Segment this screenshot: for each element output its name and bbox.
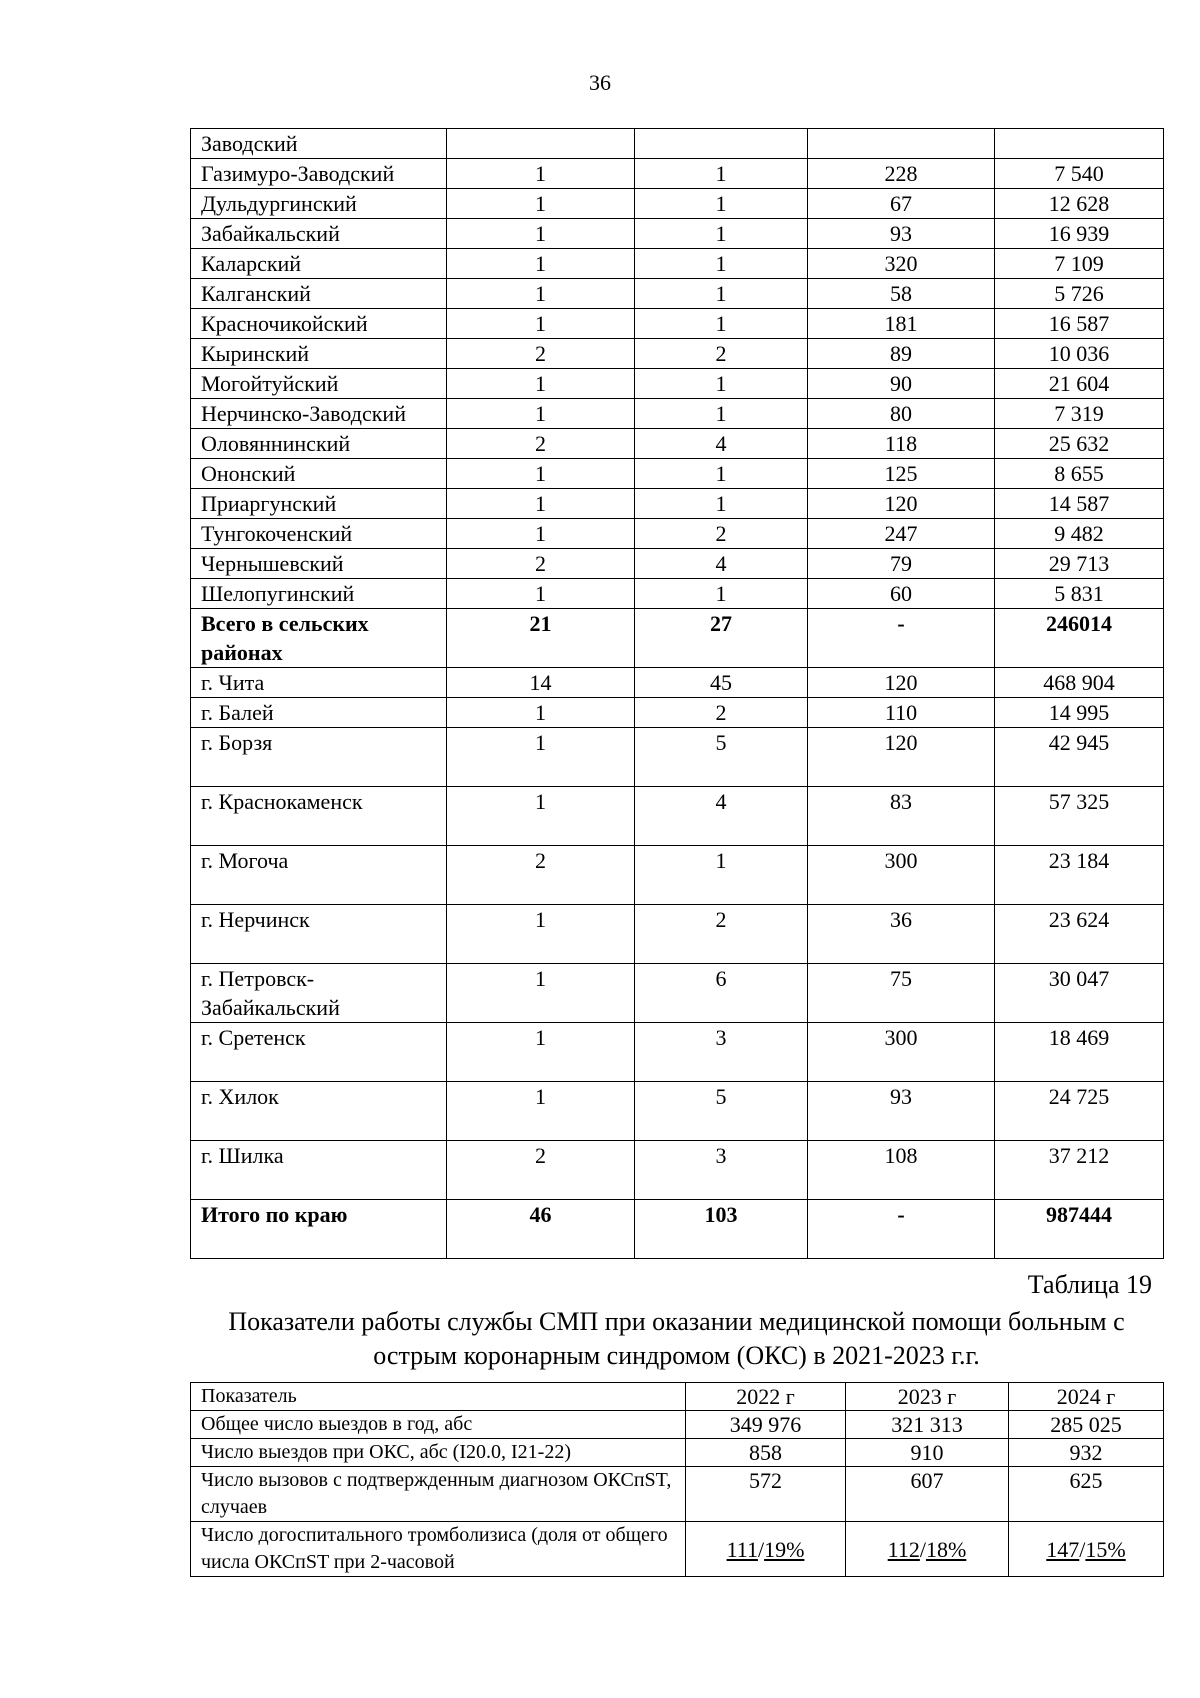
cell-value: 1 [447,698,635,728]
table-row [191,1141,1164,1200]
cell-value: 1 [447,249,635,279]
cell-value: 14 [447,668,635,698]
cell-value: 1 [635,369,808,399]
indicators-table [190,1382,1164,1577]
cell-value: 60 [808,579,995,609]
header-year-2023: 2023 г [846,1383,1009,1411]
table-row [191,1467,1164,1522]
count-value: 147 [1046,1536,1080,1562]
cell-value: 120 [808,489,995,519]
cell-value: 247 [808,519,995,549]
cell-value: 1 [635,249,808,279]
cell-value: 1 [447,519,635,549]
cell-value: 1 [447,1023,635,1082]
cell-value: 21 604 [995,369,1164,399]
table-row [191,549,1164,579]
district-name: Чернышевский [191,549,447,579]
cell-value: 147/15% [1009,1522,1164,1577]
cell-value: 321 313 [846,1411,1009,1439]
cell-value: 1 [447,189,635,219]
cell-value: 111/19% [686,1522,846,1577]
cell-value: 29 713 [995,549,1164,579]
table-row [191,189,1164,219]
table-row [191,399,1164,429]
cell-value: 37 212 [995,1141,1164,1200]
row-label: Число догоспитального тромболизиса (доля от общего числа ОКСпST при 2-часовой [191,1522,686,1577]
cell-value: 23 624 [995,905,1164,964]
table-row [191,369,1164,399]
cell-value: 1 [447,489,635,519]
table-row [191,159,1164,189]
cell-value: 2 [447,549,635,579]
district-name: Кыринский [191,339,447,369]
district-name: Калганский [191,279,447,309]
cell-value: 1 [635,279,808,309]
cell-value: 1 [447,399,635,429]
row-label: Число вызовов с подтвержденным диагнозом ОКСпST, случаев [191,1467,686,1522]
cell-value: 1 [635,579,808,609]
cell-value: 89 [808,339,995,369]
cell-value: 57 325 [995,787,1164,846]
district-name: Оловяннинский [191,429,447,459]
cell-value: 108 [808,1141,995,1200]
cell-value: 90 [808,369,995,399]
cell-value: 36 [808,905,995,964]
cell-value: 572 [686,1467,846,1522]
district-name: г. Шилка [191,1141,447,1200]
cell-value: 6 [635,964,808,1023]
cell-value: 7 319 [995,399,1164,429]
cell-value: 5 726 [995,279,1164,309]
table-row [191,698,1164,728]
district-name: г. Чита [191,668,447,698]
cell-value: 1 [635,309,808,339]
cell-value: 349 976 [686,1411,846,1439]
table-row [191,1200,1164,1259]
cell-value: 16 587 [995,309,1164,339]
cell-value: - [808,1200,995,1259]
cell-value [447,129,635,159]
cell-value: 910 [846,1439,1009,1467]
cell-value: 625 [1009,1467,1164,1522]
cell-value: 4 [635,787,808,846]
cell-value: 468 904 [995,668,1164,698]
cell-value: 5 [635,1082,808,1141]
cell-value: 93 [808,219,995,249]
district-name: Каларский [191,249,447,279]
cell-value: 2 [635,339,808,369]
district-name: Ононский [191,459,447,489]
row-label: Число выездов при ОКС, абс (I20.0, I21-22) [191,1439,686,1467]
cell-value: 5 831 [995,579,1164,609]
district-name: Шелопугинский [191,579,447,609]
cell-value: 93 [808,1082,995,1141]
cell-value: 67 [808,189,995,219]
cell-value: 5 [635,728,808,787]
district-name: г. Сретенск [191,1023,447,1082]
table-row [191,489,1164,519]
cell-value: 1 [447,1082,635,1141]
cell-value: 23 184 [995,846,1164,905]
cell-value: 2 [447,429,635,459]
table-row [191,1522,1164,1577]
table-label: Таблица 19 [1027,1270,1152,1299]
cell-value: 1 [635,159,808,189]
cell-value: 858 [686,1439,846,1467]
cell-value: 110 [808,698,995,728]
cell-value: 3 [635,1141,808,1200]
cell-value: 246014 [995,609,1164,668]
cell-value: 120 [808,668,995,698]
table-row [191,1439,1164,1467]
cell-value: 1 [447,728,635,787]
cell-value: 7 540 [995,159,1164,189]
table-row [191,429,1164,459]
cell-value: 120 [808,728,995,787]
district-name: Итого по краю [191,1200,447,1259]
cell-value: 228 [808,159,995,189]
cell-value: 320 [808,249,995,279]
district-name: Всего в сельских районах [191,609,447,668]
table-row [191,279,1164,309]
districts-table [190,128,1164,1259]
count-value: 112 [887,1536,920,1562]
table-row [191,249,1164,279]
cell-value: 21 [447,609,635,668]
cell-value: 1 [447,964,635,1023]
cell-value: 14 587 [995,489,1164,519]
table-row [191,309,1164,339]
cell-value: 2 [447,339,635,369]
cell-value: 45 [635,668,808,698]
table-row [191,846,1164,905]
cell-value: 10 036 [995,339,1164,369]
cell-value: 1 [635,846,808,905]
table-row [191,787,1164,846]
cell-value: 1 [447,279,635,309]
cell-value: 1 [635,189,808,219]
count-value: 111 [726,1536,758,1562]
district-name: г. Хилок [191,1082,447,1141]
district-name: Красночикойский [191,309,447,339]
cell-value: 1 [447,579,635,609]
cell-value: 1 [447,905,635,964]
cell-value: 118 [808,429,995,459]
table-row [191,1023,1164,1082]
share-value: 15% [1085,1536,1126,1562]
cell-value: - [808,609,995,668]
header-indicator: Показатель [191,1383,686,1411]
cell-value: 1 [447,159,635,189]
cell-value: 80 [808,399,995,429]
cell-value: 8 655 [995,459,1164,489]
cell-value: 3 [635,1023,808,1082]
district-name: Приаргунский [191,489,447,519]
district-name: Тунгокоченский [191,519,447,549]
header-year-2024: 2024 г [1009,1383,1164,1411]
cell-value: 30 047 [995,964,1164,1023]
district-name: г. Борзя [191,728,447,787]
district-name: Могойтуйский [191,369,447,399]
table-header-row [191,1383,1164,1411]
district-name: Газимуро-Заводский [191,159,447,189]
table-row [191,219,1164,249]
table-row [191,1411,1164,1439]
table-row [191,129,1164,159]
cell-value: 1 [447,369,635,399]
district-name: Дульдургинский [191,189,447,219]
district-name: Забайкальский [191,219,447,249]
cell-value: 1 [447,309,635,339]
cell-value: 2 [635,698,808,728]
cell-value: 1 [635,219,808,249]
cell-value: 987444 [995,1200,1164,1259]
cell-value: 25 632 [995,429,1164,459]
cell-value: 7 109 [995,249,1164,279]
cell-value: 607 [846,1467,1009,1522]
table-row [191,459,1164,489]
cell-value: 1 [447,459,635,489]
page-number: 36 [589,70,611,95]
cell-value: 181 [808,309,995,339]
table-title: Показатели работы службы СМП при оказании медицинской помощи больным с острым коронарным синдромом (ОКС) в 2021-2023 г.г. [228,1307,1125,1370]
district-name: г. Балей [191,698,447,728]
cell-value: 285 025 [1009,1411,1164,1439]
cell-value: 9 482 [995,519,1164,549]
table-row [191,905,1164,964]
cell-value: 4 [635,429,808,459]
cell-value: 24 725 [995,1082,1164,1141]
district-name: Заводский [191,129,447,159]
district-name: г. Нерчинск [191,905,447,964]
cell-value: 83 [808,787,995,846]
district-name: г. Петровск-Забайкальский [191,964,447,1023]
table-row [191,728,1164,787]
cell-value: 1 [635,489,808,519]
share-value: 18% [925,1536,967,1562]
cell-value: 125 [808,459,995,489]
cell-value: 1 [447,219,635,249]
cell-value: 58 [808,279,995,309]
cell-value: 2 [635,519,808,549]
cell-value: 2 [447,846,635,905]
cell-value: 14 995 [995,698,1164,728]
cell-value [635,129,808,159]
cell-value: 16 939 [995,219,1164,249]
district-name: Нерчинско-Заводский [191,399,447,429]
share-value: 19% [764,1536,805,1562]
district-name: г. Краснокаменск [191,787,447,846]
cell-value: 12 628 [995,189,1164,219]
cell-value: 2 [635,905,808,964]
table-row [191,519,1164,549]
cell-value [808,129,995,159]
table-row [191,668,1164,698]
table-row [191,609,1164,668]
cell-value: 103 [635,1200,808,1259]
table-row [191,1082,1164,1141]
table-row [191,964,1164,1023]
cell-value: 27 [635,609,808,668]
cell-value: 42 945 [995,728,1164,787]
row-label: Общее число выездов в год, абс [191,1411,686,1439]
cell-value: 1 [447,787,635,846]
cell-value: 46 [447,1200,635,1259]
cell-value: 300 [808,846,995,905]
cell-value: 79 [808,549,995,579]
cell-value: 2 [447,1141,635,1200]
cell-value: 932 [1009,1439,1164,1467]
cell-value: 300 [808,1023,995,1082]
header-year-2022: 2022 г [686,1383,846,1411]
cell-value: 18 469 [995,1023,1164,1082]
cell-value: 1 [635,459,808,489]
cell-value: 112/18% [846,1522,1009,1577]
district-name: г. Могоча [191,846,447,905]
table-row [191,339,1164,369]
table-row [191,579,1164,609]
cell-value: 1 [635,399,808,429]
cell-value: 4 [635,549,808,579]
cell-value [995,129,1164,159]
cell-value: 75 [808,964,995,1023]
